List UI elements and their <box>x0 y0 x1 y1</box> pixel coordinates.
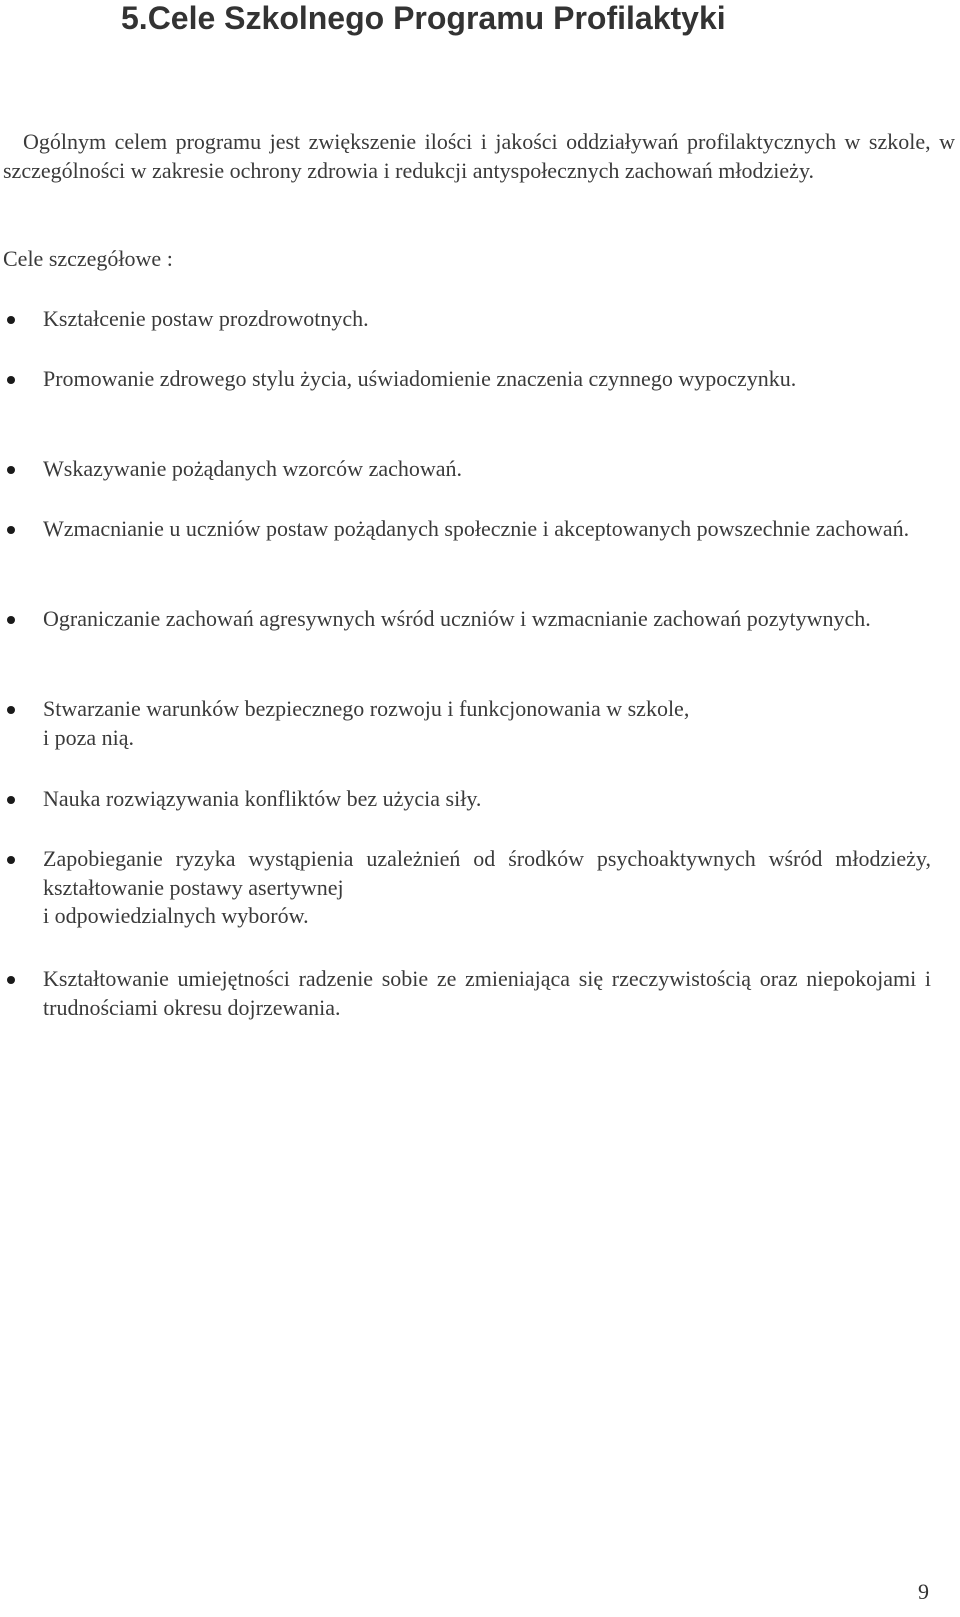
goal-text: Kształtowanie umiejętności radzenie sobie ze zmieniająca się rzeczywistością oraz niepokojami i trudnościami okresu dojrzewania. <box>43 966 931 1020</box>
goal-text: Wzmacnianie u uczniów postaw pożądanych społecznie i akceptowanych powszechnie zachowań. <box>43 516 910 541</box>
goal-text: Stwarzanie warunków bezpiecznego rozwoju i funkcjonowania w szkole, i poza nią. <box>43 696 690 750</box>
specific-goals-heading: Cele szczegółowe : <box>3 246 173 271</box>
bullet-icon <box>7 616 15 624</box>
bullet-icon <box>7 526 15 534</box>
bullet-icon <box>7 376 15 384</box>
goal-text: Nauka rozwiązywania konfliktów bez użycia siły. <box>43 786 482 811</box>
bullet-icon <box>7 976 15 984</box>
bullet-icon <box>7 316 15 324</box>
intro-paragraph: Ogólnym celem programu jest zwiększenie ilości i jakości oddziaływań profilaktycznych w szkole, w szczególności w zakresie ochrony zdrowia i redukcji antyspołecznych zachowań młodzieży. <box>3 129 955 183</box>
goal-text: Kształcenie postaw prozdrowotnych. <box>43 306 369 331</box>
goal-text: Zapobieganie ryzyka wystąpienia uzależnień od środków psychoaktywnych wśród młodzieży, kształtowanie postawy asertywnej i odpowiedzialnych wyborów. <box>43 846 931 928</box>
bullet-icon <box>7 466 15 474</box>
goal-text: Wskazywanie pożądanych wzorców zachowań. <box>43 456 463 481</box>
bullet-icon <box>7 856 15 864</box>
goal-text: Ograniczanie zachowań agresywnych wśród uczniów i wzmacnianie zachowań pozytywnych. <box>43 606 871 631</box>
bullet-icon <box>7 706 15 714</box>
bullet-icon <box>7 796 15 804</box>
goal-text: Promowanie zdrowego stylu życia, uświadomienie znaczenia czynnego wypoczynku. <box>43 366 797 391</box>
page-number: 9 <box>918 1579 929 1604</box>
page-title: 5.Cele Szkolnego Programu Profilaktyki <box>121 0 726 36</box>
